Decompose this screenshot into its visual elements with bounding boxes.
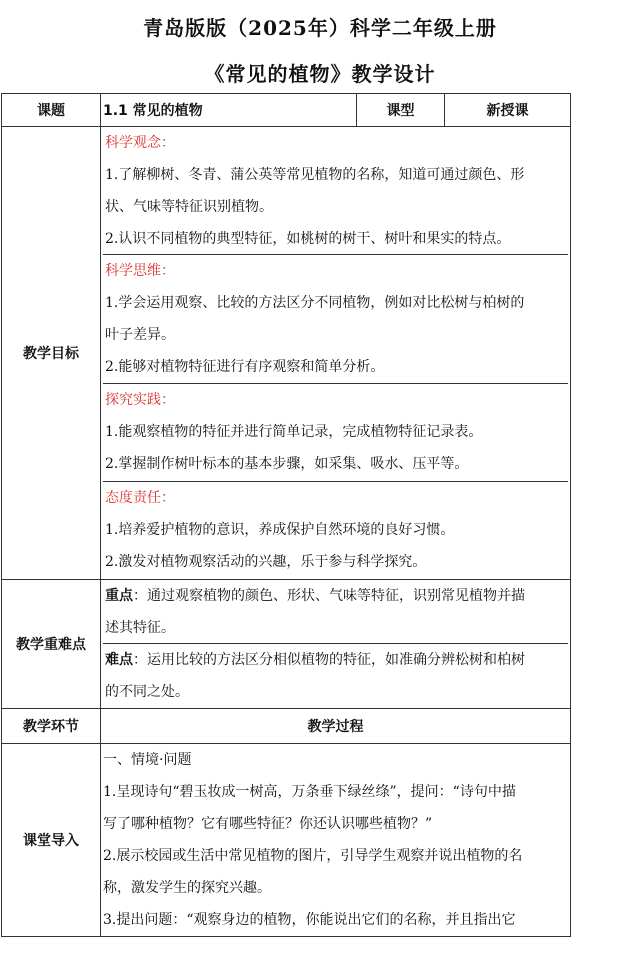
goals-row bbox=[2, 127, 571, 580]
difficulty-text: 的不同之处。 bbox=[105, 684, 189, 700]
intro-line: 称，激发学生的探究兴趣。 bbox=[103, 880, 271, 896]
goal-heading: 科学观念： bbox=[105, 135, 175, 151]
goal-section-attitude bbox=[103, 482, 568, 579]
intro-line: 3.提出问题：“观察身边的植物，你能说出它们的名称，并且指出它 bbox=[103, 912, 516, 928]
intro-content bbox=[101, 744, 571, 937]
key-points-row bbox=[2, 580, 571, 709]
goal-section-thinking bbox=[103, 255, 568, 384]
document-subtitle: 《常见的植物》教学设计 bbox=[204, 62, 436, 86]
process-header-row bbox=[2, 709, 571, 744]
goal-line: 1.学会运用观察、比较的方法区分不同植物，例如对比松树与柏树的 bbox=[105, 295, 525, 311]
goal-line: 1.能观察植物的特征并进行简单记录，完成植物特征记录表。 bbox=[105, 424, 483, 440]
focus-text: ：通过观察植物的颜色、形状、气味等特征，识别常见植物并描 bbox=[133, 588, 525, 604]
goal-heading: 态度责任： bbox=[105, 490, 175, 506]
difficulty-section bbox=[103, 644, 568, 708]
stage-header: 教学环节 bbox=[2, 709, 101, 744]
key-points-content bbox=[101, 580, 571, 709]
goal-section-concept bbox=[103, 127, 568, 255]
topic-row bbox=[2, 94, 571, 127]
focus-text: 述其特征。 bbox=[105, 620, 175, 636]
key-points-label: 教学重难点 bbox=[2, 580, 101, 709]
focus-label: 重点 bbox=[105, 588, 133, 604]
goals-content bbox=[101, 127, 571, 580]
intro-line: 1.呈现诗句“碧玉妆成一树高，万条垂下绿丝绦”，提问：“诗句中描 bbox=[103, 784, 516, 800]
goal-line: 2.掌握制作树叶标本的基本步骤，如采集、吸水、压平等。 bbox=[105, 456, 469, 472]
goal-heading: 科学思维： bbox=[105, 263, 175, 279]
goal-line: 1.了解柳树、冬青、蒲公英等常见植物的名称，知道可通过颜色、形 bbox=[105, 167, 525, 183]
goal-line: 1.培养爱护植物的意识，养成保护自然环境的良好习惯。 bbox=[105, 522, 455, 538]
goal-line: 2.能够对植物特征进行有序观察和简单分析。 bbox=[105, 359, 385, 375]
lesson-plan-table bbox=[1, 93, 571, 937]
difficulty-text: ：运用比较的方法区分相似植物的特征，如准确分辨松树和柏树 bbox=[133, 652, 525, 668]
goal-section-practice bbox=[103, 384, 568, 482]
focus-section bbox=[103, 580, 568, 644]
document-title: 青岛版版（2025年）科学二年级上册 bbox=[143, 16, 497, 40]
intro-line: 写了哪种植物？它有哪些特征？你还认识哪些植物？” bbox=[103, 816, 433, 832]
goals-label: 教学目标 bbox=[2, 127, 101, 580]
topic-value: 1.1 常见的植物 bbox=[101, 94, 357, 127]
lesson-type-value: 新授课 bbox=[445, 94, 571, 127]
intro-line: 一、情境·问题 bbox=[103, 752, 192, 768]
goal-line: 状、气味等特征识别植物。 bbox=[105, 199, 273, 215]
difficulty-label: 难点 bbox=[105, 652, 133, 668]
lesson-type-label: 课型 bbox=[357, 94, 445, 127]
goal-line: 叶子差异。 bbox=[105, 327, 175, 343]
intro-row bbox=[2, 744, 571, 937]
goal-heading: 探究实践： bbox=[105, 392, 175, 408]
goal-line: 2.认识不同植物的典型特征，如桃树的树干、树叶和果实的特点。 bbox=[105, 231, 511, 247]
intro-line: 2.展示校园或生活中常见植物的图片，引导学生观察并说出植物的名 bbox=[103, 848, 523, 864]
goal-line: 2.激发对植物观察活动的兴趣，乐于参与科学探究。 bbox=[105, 554, 427, 570]
topic-label: 课题 bbox=[2, 94, 101, 127]
intro-label: 课堂导入 bbox=[2, 744, 101, 937]
process-header: 教学过程 bbox=[101, 709, 571, 744]
